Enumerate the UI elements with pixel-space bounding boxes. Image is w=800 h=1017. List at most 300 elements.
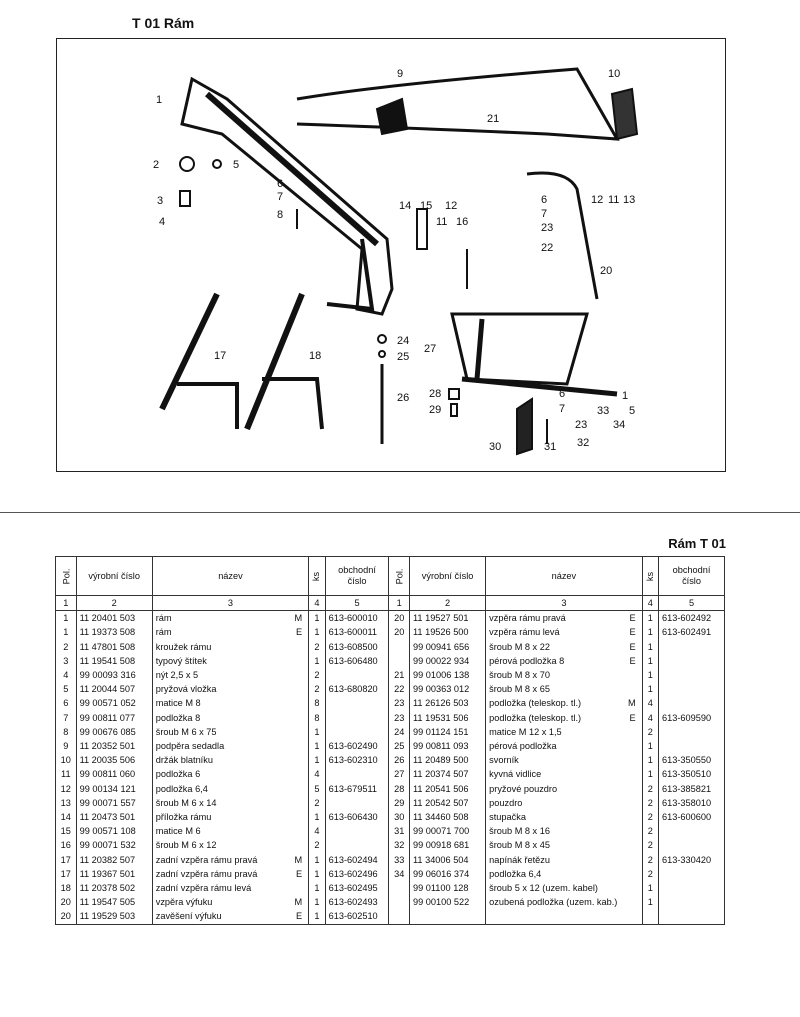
part-trade-number (325, 711, 389, 725)
variant-mark: E (296, 627, 303, 638)
part-quantity: 4 (309, 767, 325, 781)
part-position: 33 (389, 853, 410, 867)
part-name (486, 711, 642, 725)
variant-mark: M (294, 613, 303, 624)
part-production-number: 99 00676 085 (76, 725, 152, 739)
table-row (56, 654, 725, 668)
part-name-text: typový štítek (155, 655, 207, 666)
part-position (389, 895, 410, 909)
part-quantity: 2 (642, 853, 658, 867)
diagram-label: 7 (277, 191, 284, 203)
variant-mark: E (629, 655, 636, 666)
part-name-text: pérová podložka (489, 741, 557, 752)
diagram-label: 28 (429, 388, 442, 400)
part-position: 34 (389, 867, 410, 881)
part-quantity: 1 (642, 881, 658, 895)
table-row (56, 753, 725, 767)
part-production-number: 11 19531 506 (410, 711, 486, 725)
variant-mark: M (294, 854, 303, 865)
diagram-label: 10 (608, 68, 621, 80)
page-title: T 01 Rám (132, 15, 195, 31)
part-trade-number: 613-679511 (325, 782, 389, 796)
part-production-number: 99 00022 934 (410, 654, 486, 668)
part-name (152, 753, 308, 767)
part-name (152, 909, 308, 924)
part-trade-number: 613-680820 (325, 682, 389, 696)
part-production-number: 11 34006 504 (410, 853, 486, 867)
part-name-text: nýt 2,5 x 5 (155, 670, 199, 681)
part-name-text: vzpěra rámu levá (489, 627, 560, 638)
part-quantity: 5 (309, 782, 325, 796)
part-name-text: podložka (teleskop. tl.) (489, 698, 582, 709)
header-vyrobni-cislo: výrobní číslo (410, 557, 486, 596)
table-row (56, 867, 725, 881)
part-trade-number (659, 696, 725, 710)
part-position: 20 (56, 909, 77, 924)
part-quantity (642, 909, 658, 924)
part-production-number: 11 20473 501 (76, 810, 152, 824)
table-row (56, 909, 725, 924)
part-name (152, 611, 308, 626)
part-trade-number (659, 725, 725, 739)
table-row (56, 625, 725, 639)
part-name-text: zadní vzpěra rámu levá (155, 883, 252, 894)
diagram-label: 3 (157, 195, 164, 207)
part-name-text: matice M 6 (155, 826, 201, 837)
part-position: 32 (389, 838, 410, 852)
part-name-text: kyvná vidlice (489, 769, 542, 780)
part-name-text: podložka 6,4 (489, 868, 542, 879)
part-trade-number (659, 881, 725, 895)
part-name (152, 668, 308, 682)
part-production-number: 99 00811 060 (76, 767, 152, 781)
table-row (56, 611, 725, 626)
column-number-row (56, 596, 725, 611)
part-trade-number: 613-602493 (325, 895, 389, 909)
part-position: 2 (56, 640, 77, 654)
table-row (56, 782, 725, 796)
parts-table-body (56, 611, 725, 924)
part-name (486, 739, 642, 753)
part-production-number: 11 20401 503 (76, 611, 152, 626)
part-name-text: pryžová vložka (155, 684, 217, 695)
part-trade-number: 613-350510 (659, 767, 725, 781)
header-nazev: název (152, 557, 308, 596)
part-position: 7 (56, 711, 77, 725)
column-number: 2 (76, 596, 152, 611)
part-position: 28 (389, 782, 410, 796)
part-position: 12 (56, 782, 77, 796)
column-number: 4 (642, 596, 658, 611)
diagram-label: 30 (489, 441, 502, 453)
part-quantity: 1 (642, 739, 658, 753)
part-name (486, 824, 642, 838)
part-name (486, 853, 642, 867)
part-position: 22 (389, 682, 410, 696)
diagram-label: 31 (544, 441, 557, 453)
table-row (56, 895, 725, 909)
part-position: 4 (56, 668, 77, 682)
part-quantity: 1 (642, 895, 658, 909)
part-production-number: 99 00134 121 (76, 782, 152, 796)
part-position: 15 (56, 824, 77, 838)
part-quantity: 1 (642, 668, 658, 682)
diagram-label: 23 (575, 419, 588, 431)
part-name-text: šroub M 6 x 14 (155, 797, 217, 808)
column-number: 4 (309, 596, 325, 611)
diagram-label: 32 (577, 437, 590, 449)
table-row (56, 640, 725, 654)
part-position: 17 (56, 867, 77, 881)
part-position: 31 (389, 824, 410, 838)
header-pol: Pol. (389, 557, 410, 596)
diagram-label: 12 (445, 200, 458, 212)
diagram-label: 2 (153, 159, 160, 171)
diagram-drawing (57, 39, 727, 473)
part-position: 13 (56, 796, 77, 810)
diagram-label: 13 (623, 194, 636, 206)
part-trade-number: 613-358010 (659, 796, 725, 810)
diagram-label: 8 (277, 209, 284, 221)
variant-mark: E (629, 627, 636, 638)
diagram-label: 15 (420, 200, 433, 212)
part-name-text: šroub 5 x 12 (uzem. kabel) (489, 883, 598, 894)
part-name (152, 895, 308, 909)
part-name (152, 654, 308, 668)
part-name (152, 881, 308, 895)
diagram-label: 33 (597, 405, 610, 417)
part-name (486, 782, 642, 796)
table-row (56, 824, 725, 838)
part-position: 8 (56, 725, 77, 739)
part-name (152, 796, 308, 810)
part-quantity: 2 (642, 867, 658, 881)
diagram-label: 7 (541, 208, 548, 220)
part-quantity: 1 (309, 725, 325, 739)
exploded-parts-diagram (56, 38, 726, 472)
part-name (486, 867, 642, 881)
part-position: 24 (389, 725, 410, 739)
part-name-text: šroub M 6 x 75 (155, 726, 217, 737)
part-position: 11 (56, 767, 77, 781)
part-name-text: rám (155, 613, 172, 624)
part-production-number: 11 20378 502 (76, 881, 152, 895)
part-production-number: 99 00811 093 (410, 739, 486, 753)
part-name-text: podložka (teleskop. tl.) (489, 712, 582, 723)
part-name (486, 753, 642, 767)
part-trade-number: 613-602491 (659, 625, 725, 639)
diagram-label: 24 (397, 335, 410, 347)
part-name (486, 796, 642, 810)
part-name-text: zadní vzpěra rámu pravá (155, 854, 258, 865)
part-name-text: matice M 8 (155, 698, 201, 709)
header-ks: ks (642, 557, 658, 596)
part-name-text: šroub M 8 x 45 (489, 840, 550, 851)
part-trade-number: 613-602492 (659, 611, 725, 626)
table-row (56, 696, 725, 710)
part-name (152, 824, 308, 838)
part-production-number: 99 00918 681 (410, 838, 486, 852)
part-name (152, 782, 308, 796)
part-name (152, 853, 308, 867)
part-name (152, 767, 308, 781)
part-quantity: 1 (309, 739, 325, 753)
part-name (486, 838, 642, 852)
diagram-label: 5 (233, 159, 240, 171)
part-name-text: rám (155, 627, 172, 638)
part-trade-number: 613-602510 (325, 909, 389, 924)
part-production-number: 99 01124 151 (410, 725, 486, 739)
part-trade-number (325, 796, 389, 810)
part-trade-number (325, 838, 389, 852)
part-name (152, 625, 308, 639)
part-quantity: 1 (309, 881, 325, 895)
part-name-text: šroub M 8 x 65 (489, 684, 550, 695)
part-quantity: 1 (309, 611, 325, 626)
part-quantity: 1 (309, 654, 325, 668)
part-production-number: 11 20374 507 (410, 767, 486, 781)
part-name-text: šroub M 6 x 12 (155, 840, 217, 851)
part-trade-number (325, 824, 389, 838)
variant-mark: M (627, 698, 636, 709)
part-quantity: 8 (309, 696, 325, 710)
part-trade-number (325, 668, 389, 682)
header-obchodni-cislo: obchodní číslo (325, 557, 389, 596)
part-trade-number (325, 767, 389, 781)
part-production-number: 99 00811 077 (76, 711, 152, 725)
part-position: 9 (56, 739, 77, 753)
variant-mark: E (629, 613, 636, 624)
part-name (486, 909, 642, 924)
part-production-number: 99 00071 532 (76, 838, 152, 852)
part-name (486, 682, 642, 696)
table-row (56, 881, 725, 895)
table-header-row (56, 557, 725, 596)
part-position: 20 (389, 625, 410, 639)
part-trade-number: 613-602490 (325, 739, 389, 753)
part-production-number (410, 909, 486, 924)
part-name (486, 696, 642, 710)
part-quantity: 4 (309, 824, 325, 838)
part-name-text: ozubená podložka (uzem. kab.) (489, 897, 618, 908)
part-position: 29 (389, 796, 410, 810)
diagram-label: 25 (397, 351, 410, 363)
part-position: 20 (389, 611, 410, 626)
part-name (152, 810, 308, 824)
table-row (56, 668, 725, 682)
table-row (56, 711, 725, 725)
part-position: 21 (389, 668, 410, 682)
part-name (152, 711, 308, 725)
part-quantity: 1 (309, 810, 325, 824)
part-production-number: 11 20352 501 (76, 739, 152, 753)
part-position: 6 (56, 696, 77, 710)
part-trade-number: 613-350550 (659, 753, 725, 767)
part-production-number: 11 19367 501 (76, 867, 152, 881)
part-trade-number: 613-606430 (325, 810, 389, 824)
table-row (56, 810, 725, 824)
part-trade-number (659, 654, 725, 668)
part-name (486, 625, 642, 639)
part-quantity: 1 (309, 853, 325, 867)
part-position: 10 (56, 753, 77, 767)
column-number: 3 (152, 596, 308, 611)
part-trade-number: 613-608500 (325, 640, 389, 654)
part-quantity: 1 (309, 867, 325, 881)
part-quantity: 2 (309, 796, 325, 810)
column-number: 2 (410, 596, 486, 611)
part-trade-number (659, 668, 725, 682)
part-position: 1 (56, 611, 77, 626)
part-quantity: 1 (642, 640, 658, 654)
part-quantity: 1 (309, 625, 325, 639)
part-position: 1 (56, 625, 77, 639)
part-name-text: podložka 8 (155, 712, 201, 723)
part-trade-number (659, 640, 725, 654)
part-name-text: stupačka (489, 812, 526, 823)
part-name-text: podpěra sedadla (155, 741, 225, 752)
part-position: 17 (56, 853, 77, 867)
part-production-number: 99 01006 138 (410, 668, 486, 682)
part-quantity: 1 (642, 654, 658, 668)
diagram-label: 11 (608, 194, 620, 206)
part-name-text: šroub M 8 x 16 (489, 826, 550, 837)
part-production-number: 11 19529 503 (76, 909, 152, 924)
part-name (152, 640, 308, 654)
part-quantity: 2 (642, 838, 658, 852)
part-production-number: 99 00571 108 (76, 824, 152, 838)
table-row (56, 739, 725, 753)
part-position: 3 (56, 654, 77, 668)
part-production-number: 99 00071 557 (76, 796, 152, 810)
diagram-label: 14 (399, 200, 412, 212)
part-name-text: pouzdro (489, 797, 523, 808)
diagram-label: 27 (424, 343, 437, 355)
part-position: 18 (56, 881, 77, 895)
part-trade-number (659, 838, 725, 852)
diagram-label: 6 (277, 178, 284, 190)
part-name-text: pryžové pouzdro (489, 783, 558, 794)
diagram-label: 18 (309, 350, 322, 362)
part-position (389, 881, 410, 895)
diagram-label: 6 (541, 194, 548, 206)
part-production-number: 99 00071 700 (410, 824, 486, 838)
part-name-text: příložka rámu (155, 812, 212, 823)
header-nazev: název (486, 557, 642, 596)
part-production-number: 11 19526 500 (410, 625, 486, 639)
part-quantity: 4 (642, 711, 658, 725)
part-production-number: 99 00571 052 (76, 696, 152, 710)
part-name-text: podložka 6 (155, 769, 201, 780)
diagram-label: 29 (429, 404, 442, 416)
part-name (486, 668, 642, 682)
part-quantity: 2 (309, 668, 325, 682)
part-quantity: 2 (642, 824, 658, 838)
part-position: 30 (389, 810, 410, 824)
part-position: 25 (389, 739, 410, 753)
part-quantity: 1 (309, 909, 325, 924)
part-quantity: 1 (642, 767, 658, 781)
part-name (486, 725, 642, 739)
column-number: 3 (486, 596, 642, 611)
part-production-number: 11 19527 501 (410, 611, 486, 626)
part-trade-number: 613-606480 (325, 654, 389, 668)
part-position (389, 909, 410, 924)
part-name (152, 682, 308, 696)
column-number: 5 (659, 596, 725, 611)
part-production-number: 11 20035 506 (76, 753, 152, 767)
part-production-number: 99 00941 656 (410, 640, 486, 654)
part-position: 5 (56, 682, 77, 696)
diagram-label: 16 (456, 216, 469, 228)
part-name (486, 640, 642, 654)
part-production-number: 99 01100 128 (410, 881, 486, 895)
part-name-text: šroub M 8 x 70 (489, 670, 550, 681)
table-row (56, 682, 725, 696)
part-trade-number (659, 739, 725, 753)
diagram-label: 9 (397, 68, 404, 80)
diagram-label: 34 (613, 419, 626, 431)
part-name (486, 881, 642, 895)
part-trade-number: 613-602310 (325, 753, 389, 767)
part-production-number: 11 20044 507 (76, 682, 152, 696)
part-quantity: 2 (642, 796, 658, 810)
part-production-number: 11 20382 507 (76, 853, 152, 867)
part-position: 16 (56, 838, 77, 852)
part-trade-number (325, 725, 389, 739)
diagram-label: 26 (397, 392, 410, 404)
part-trade-number (659, 682, 725, 696)
header-obchodni-cislo: obchodní číslo (659, 557, 725, 596)
part-name (152, 725, 308, 739)
section-divider (0, 512, 800, 513)
column-number: 5 (325, 596, 389, 611)
header-pol: Pol. (56, 557, 77, 596)
diagram-label: 7 (559, 403, 566, 415)
part-quantity: 1 (642, 625, 658, 639)
diagram-label: 23 (541, 222, 554, 234)
part-name-text: šroub M 8 x 22 (489, 641, 550, 652)
part-name (152, 838, 308, 852)
part-quantity: 4 (642, 696, 658, 710)
diagram-label: 21 (487, 113, 500, 125)
part-name (486, 810, 642, 824)
part-name-text: svorník (489, 755, 519, 766)
diagram-label: 22 (541, 242, 554, 254)
part-trade-number: 613-602494 (325, 853, 389, 867)
diagram-label: 12 (591, 194, 604, 206)
part-production-number: 11 26126 503 (410, 696, 486, 710)
part-production-number: 11 19373 508 (76, 625, 152, 639)
part-name-text: podložka 6,4 (155, 783, 208, 794)
part-quantity: 1 (642, 611, 658, 626)
part-trade-number: 613-330420 (659, 853, 725, 867)
table-row (56, 725, 725, 739)
part-trade-number: 613-600011 (325, 625, 389, 639)
part-name-text: napínák řetězu (489, 854, 550, 865)
part-quantity: 1 (642, 682, 658, 696)
diagram-label: 1 (622, 390, 629, 402)
part-position: 20 (56, 895, 77, 909)
variant-mark: E (296, 911, 303, 922)
part-name-text: matice M 12 x 1,5 (489, 726, 562, 737)
part-production-number: 11 20541 506 (410, 782, 486, 796)
part-position (389, 654, 410, 668)
part-trade-number: 613-609590 (659, 711, 725, 725)
part-position (389, 640, 410, 654)
part-position: 23 (389, 711, 410, 725)
part-quantity: 1 (309, 753, 325, 767)
